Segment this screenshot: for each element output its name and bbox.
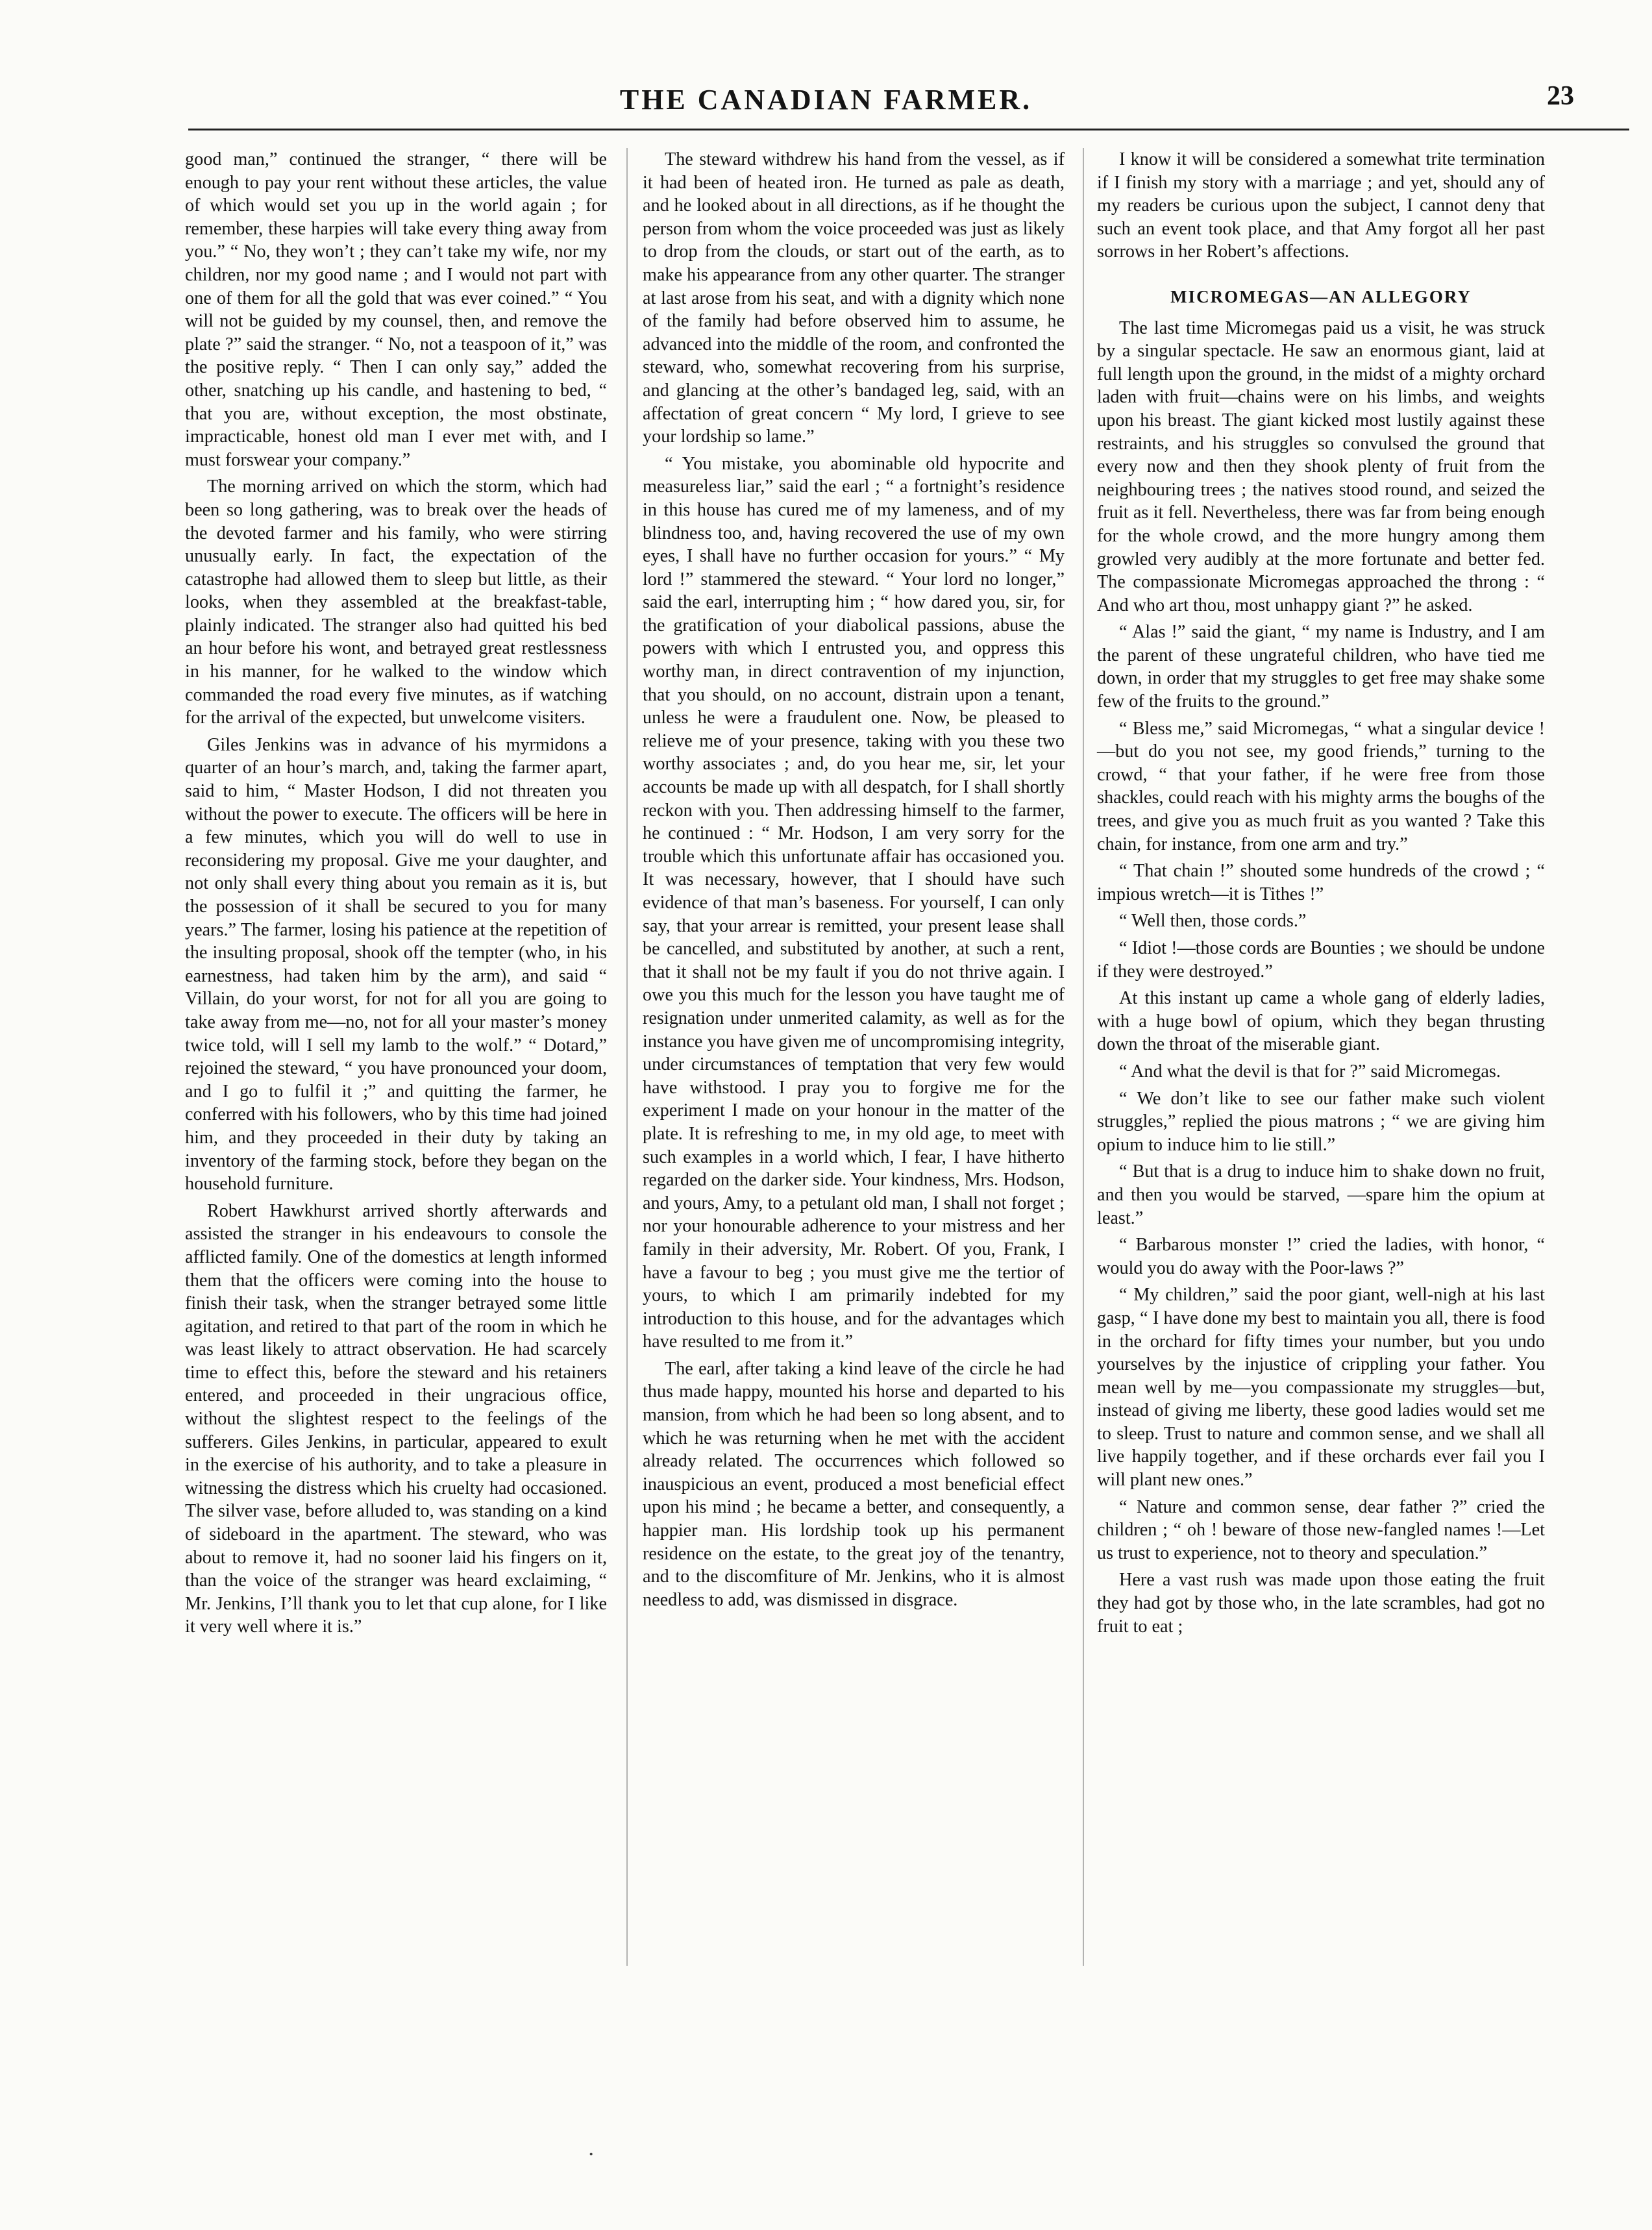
paragraph: Here a vast rush was made upon those eating the fruit they had got by those who, in the late scrambles, had got no fruit to eat ; (1097, 1570, 1545, 1637)
header-rule (188, 129, 1629, 130)
section-title: MICROMEGAS—AN ALLEGORY (1170, 286, 1472, 306)
paragraph: “ Idiot !—those cords are Bounties ; we should be undone if they were destroyed.” (1097, 938, 1545, 982)
paragraph: “ Bless me,” said Micromegas, “ what a singular device !—but do you not see, my good friends,” turning to the crowd, “ that your father, if he were free from those shackles, could reach with his mighty arms the boughs of the trees, and give you as much fruit as you wanted ? Take this chain, for instance, from one arm and try.” (1097, 718, 1545, 854)
column-3 (1097, 148, 1545, 1642)
paragraph: “ And what the devil is that for ?” said Micromegas. (1119, 1061, 1501, 1082)
paragraph: good man,” continued the stranger, “ there will be enough to pay your rent without these articles, the value of which would set you up in the world again ; for remember, these harpies will take every thing away from you.” “ No, they won’t ; they can’t take my wife, nor my children, nor my good name ; and I would not part with one of them for all the gold that was ever coined.” “ You will not be guided by my counsel, then, and remove the plate ?” said the stranger. “ No, not a teaspoon of it,” was the positive reply. “ Then I can only say,” added the other, snatching up his candle, and hastening to bed, “ that you are, without exception, the most obstinate, impracticable, honest old man I ever met with, and I must forswear your company.” (185, 149, 607, 470)
paragraph: The steward withdrew his hand from the vessel, as if it had been of heated iron. He turned as pale as death, and he looked about in all directions, as if he thought the person from whom the voice proceeded was just as likely to drop from the clouds, or start out of the earth, as to make his appearance from any other quarter. The stranger at last arose from his seat, and with a dignity which none of the family had before observed him to assume, he advanced into the middle of the room, and confronted the steward, who, somewhat recovering from his surprise, and glancing at the other’s bandaged leg, said, with an affectation of great concern “ My lord, I grieve to see your lordship so lame.” (643, 149, 1065, 447)
paragraph: “ But that is a drug to induce him to shake down no fruit, and then you would be starved, —spare him the opium at least.” (1097, 1161, 1545, 1228)
paragraph: The last time Micromegas paid us a visit, he was struck by a singular spectacle. He saw an enormous giant, laid at full length upon the ground, in the midst of a mighty orchard laden with fruit—chains were on his limbs, and weights upon his breast. The giant kicked most lustily against these restraints, and his struggles so convulsed the ground that every now and then they shook plenty of fruit from the neighbouring trees ; the natives stood round, and seized the fruit as it fell. Nevertheless, there was far from being enough for the whole crowd, and the more hungry among them growled very audibly at the more fortunate and better fed. The compassionate Micromegas approached the throng : “ And who art thou, most unhappy giant ?” he asked. (1097, 317, 1545, 615)
paragraph: “ My children,” said the poor giant, well-nigh at his last gasp, “ I have done my best to maintain you all, there is food in the orchard for fifty times your number, but you undo yourselves by the injustice of crippling your father. You mean well by me—you compassionate my struggles—but, instead of giving me liberty, these good ladies would set me to sleep. Trust to nature and common sense, and we shall all live happily together, and if these orchards ever fail you I will plant new ones.” (1097, 1285, 1545, 1491)
paragraph: “ Barbarous monster !” cried the ladies, with honor, “ would you do away with the Poor-laws ?” (1097, 1235, 1545, 1278)
paragraph: The earl, after taking a kind leave of the circle he had thus made happy, mounted his horse and departed to his mansion, from which he had been so long absent, and to which he was returning when he met with the accident already related. The occurrences which followed so inauspicious an event, produced a most beneficial effect upon his mind ; he became a better, and consequently, a happier man. His lordship took up his permanent residence on the estate, to the great joy of the tenantry, and to the discomfiture of Mr. Jenkins, who it is almost needless to add, was dismissed in disgrace. (643, 1358, 1065, 1610)
paragraph: Giles Jenkins was in advance of his myrmidons a quarter of an hour’s march, and, taking the farmer apart, said to him, “ Master Hodson, I did not threaten you without the power to execute. The officers will be here in a few minutes, which you will do well to use in reconsidering my proposal. Give me your daughter, and not only shall every thing about you remain as it is, but the possession of it shall be secured to you for many years.” The farmer, losing his patience at the repetition of the insulting proposal, shook off the tempter (who, in his earnestness, had taken him by the arm), and said “ Villain, do your worst, for not for all you are going to take away from me—no, not for all your master’s money twice told, will I sell my lamb to the wolf.” “ Dotard,” rejoined the steward, “ you have pronounced your doom, and I go to fulfil it ;” and quitting the farmer, he conferred with his followers, who by this time had joined him, and they proceeded in their duty by taking an inventory of the farming stock, before they began on the household furniture. (185, 734, 607, 1195)
print-speck: · (587, 2142, 595, 2166)
paragraph: The morning arrived on which the storm, which had been so long gathering, was to break over the heads of the devoted farmer and his family, who were stirring unusually early. In fact, the expectation of the catastrophe had allowed them to sleep but little, as their looks, when they assembled at the breakfast-table, plainly indicated. The stranger also had quitted his bed an hour before his wont, and betrayed great restlessness in his manner, for he walked to the window which commanded the road every five minutes, as if watching for the arrival of the expected, but unwelcome visiters. (185, 477, 607, 728)
paragraph: “ You mistake, you abominable old hypocrite and measureless liar,” said the earl ; “ a fortnight’s residence in this house has cured me of my lameness, and of my blindness too, and, having recovered the use of my own eyes, I shall have no further occasion for yours.” “ My lord !” stammered the steward. “ Your lord no longer,” said the earl, interrupting him ; “ how dared you, sir, for the gratification of your diabolical passions, abuse the powers with which I entrusted you, and oppress this worthy man, in direct contravention of my injunction, that you should, on no account, distrain upon a tenant, unless he were a fraudulent one. Now, be pleased to relieve me of your presence, taking with you these two worthy associates ; and, do you hear me, sir, let your accounts be made up with all despatch, for I shall shortly reckon with you. Then addressing himself to the farmer, he continued : “ Mr. Hodson, I am very sorry for the trouble which this unfortunate affair has occasioned you. It was necessary, however, that I should have such evidence of that man’s baseness. For yourself, I can only say, that your arrear is remitted, your present lease shall be cancelled, and substituted by another, at such a rent, that it shall not be my fault if you do not thrive again. I owe you this much for the lesson you have taught me of resignation under unmerited calamity, as well as for the instance you have given me of uncompromising integrity, under circumstances of temptation that very few would have withstood. I pray you to forgive me for the experiment I made on your honour in the matter of the plate. It is refreshing to me, in my old age, to meet with such examples in a world which, I fear, I have hitherto regarded on the darker side. Your kindness, Mrs. Hodson, and yours, Amy, to a petulant old man, I shall not forget ; nor your honourable adherence to your mistress and her family in their adversity, Mr. Robert. Of you, Frank, I have a favour to beg ; you must give me the tertior of yours, to which I am primarily indebted for my introduction to this house, and for the advantages which have resulted to me from it.” (643, 453, 1065, 1352)
column-divider (1083, 148, 1084, 1966)
paragraph: “ That chain !” shouted some hundreds of the crowd ; “ impious wretch—it is Tithes !” (1097, 861, 1545, 904)
paragraph: “ We don’t like to see our father make such violent struggles,” replied the pious matrons ; “ we are giving him opium to induce him to lie still.” (1097, 1088, 1545, 1155)
column-2 (643, 148, 1065, 1615)
paragraph: “ Nature and common sense, dear father ?” cried the children ; “ oh ! beware of those new-fangled names !—Let us trust to experience, not to theory and speculation.” (1097, 1496, 1545, 1563)
masthead-title: THE CANADIAN FARMER. (619, 84, 1033, 116)
column-divider (626, 148, 628, 1966)
paragraph: Robert Hawkhurst arrived shortly afterwards and assisted the stranger in his endeavours to console the afflicted family. One of the domestics at length informed them that the officers were coming into the house to finish their task, when the stranger betrayed some little agitation, and retired to that part of the room in which he was least likely to attract observation. He had scarcely time to effect this, before the steward and his retainers entered, and proceeded in their ungracious office, without the slightest respect to the feelings of the sufferers. Giles Jenkins, in particular, appeared to exult in the exercise of his authority, and to take a pleasure in witnessing the distress which his cruelty had occasioned. The silver vase, before alluded to, was standing on a kind of sideboard in the apartment. The steward, who was about to remove it, had no sooner laid his fingers on it, than the voice of the stranger was heard exclaiming, “ Mr. Jenkins, I’ll thank you to let that cup alone, for I like it very well where it is.” (185, 1200, 607, 1637)
paragraph: “ Alas !” said the giant, “ my name is Industry, and I am the parent of these ungrateful children, who have tied me down, in order that my struggles to get free may shake some few of the fruits to the ground.” (1097, 622, 1545, 712)
paragraph: I know it will be considered a somewhat trite termination if I finish my story with a marriage ; and yet, should any of my readers be curious upon the subject, I cannot deny that such an event took place, and that Amy forgot all her past sorrows in her Robert’s affections. (1097, 149, 1545, 262)
column-1 (185, 148, 607, 1642)
paragraph: At this instant up came a whole gang of elderly ladies, with a huge bowl of opium, which they began thrusting down the throat of the miserable giant. (1097, 988, 1545, 1055)
paragraph: “ Well then, those cords.” (1119, 911, 1307, 932)
page-header (0, 77, 1652, 129)
page-number: 23 (1547, 81, 1574, 111)
